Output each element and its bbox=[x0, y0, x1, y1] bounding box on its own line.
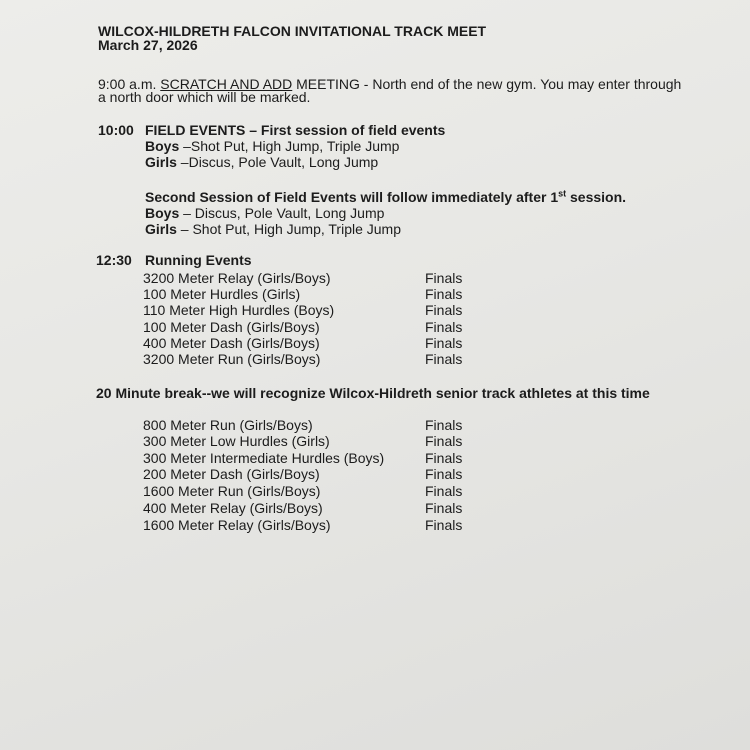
boys-label: Boys bbox=[145, 205, 180, 221]
event-name: 100 Meter Dash (Girls/Boys) bbox=[143, 319, 320, 335]
boys-events: – Discus, Pole Vault, Long Jump bbox=[179, 205, 385, 221]
event-name: 800 Meter Run (Girls/Boys) bbox=[143, 417, 313, 433]
session2-heading-post: session. bbox=[566, 189, 627, 205]
event-name: 400 Meter Dash (Girls/Boys) bbox=[143, 335, 320, 351]
event-name: 110 Meter High Hurdles (Boys) bbox=[143, 302, 335, 318]
event-name: 200 Meter Dash (Girls/Boys) bbox=[143, 466, 320, 482]
event-name: 3200 Meter Relay (Girls/Boys) bbox=[143, 270, 331, 286]
meeting-line-2: a north door which will be marked. bbox=[98, 89, 311, 105]
event-type: Finals bbox=[425, 286, 463, 302]
document-title: WILCOX-HILDRETH FALCON INVITATIONAL TRACK MEET bbox=[98, 23, 487, 39]
event-type: Finals bbox=[425, 450, 463, 466]
event-type: Finals bbox=[425, 517, 463, 533]
event-type: Finals bbox=[425, 466, 463, 482]
event-type: Finals bbox=[425, 302, 463, 318]
event-name: 300 Meter Low Hurdles (Girls) bbox=[143, 433, 330, 449]
document-date: March 27, 2026 bbox=[98, 37, 198, 53]
field-session2-girls bbox=[145, 221, 401, 237]
event-type: Finals bbox=[425, 500, 463, 516]
event-name: 1600 Meter Run (Girls/Boys) bbox=[143, 483, 321, 499]
boys-label: Boys bbox=[145, 138, 180, 154]
field-session1-girls bbox=[145, 154, 378, 170]
event-type: Finals bbox=[425, 433, 463, 449]
event-name: 400 Meter Relay (Girls/Boys) bbox=[143, 500, 323, 516]
session2-heading-text: Second Session of Field Events will follow immediately after 1 bbox=[145, 189, 559, 205]
session2-heading-sup: st bbox=[558, 188, 567, 199]
field-events-heading: FIELD EVENTS – First session of field events bbox=[145, 122, 446, 138]
girls-label: Girls bbox=[145, 154, 177, 170]
event-type: Finals bbox=[425, 483, 463, 499]
event-type: Finals bbox=[425, 417, 463, 433]
meeting-time: 9:00 a.m. bbox=[98, 76, 157, 92]
meeting-text-1: MEETING - North end of the new gym. You may enter through bbox=[292, 76, 682, 92]
running-events-time: 12:30 bbox=[96, 252, 132, 268]
field-events-time: 10:00 bbox=[98, 122, 134, 138]
field-session1-boys bbox=[145, 138, 399, 154]
boys-events: –Shot Put, High Jump, Triple Jump bbox=[179, 138, 400, 154]
event-type: Finals bbox=[425, 335, 463, 351]
girls-label: Girls bbox=[145, 221, 177, 237]
girls-events: –Discus, Pole Vault, Long Jump bbox=[176, 154, 379, 170]
event-type: Finals bbox=[425, 351, 463, 367]
event-name: 1600 Meter Relay (Girls/Boys) bbox=[143, 517, 331, 533]
running-events-heading: Running Events bbox=[145, 252, 252, 268]
event-name: 100 Meter Hurdles (Girls) bbox=[143, 286, 301, 302]
girls-events: – Shot Put, High Jump, Triple Jump bbox=[176, 221, 402, 237]
event-name: 3200 Meter Run (Girls/Boys) bbox=[143, 351, 321, 367]
field-session2-heading bbox=[145, 189, 626, 205]
field-session2-boys bbox=[145, 205, 384, 221]
event-type: Finals bbox=[425, 270, 463, 286]
event-name: 300 Meter Intermediate Hurdles (Boys) bbox=[143, 450, 385, 466]
break-note: 20 Minute break--we will recognize Wilcox-Hildreth senior track athletes at this time bbox=[96, 385, 650, 401]
meeting-name: SCRATCH AND ADD bbox=[160, 76, 293, 92]
event-type: Finals bbox=[425, 319, 463, 335]
